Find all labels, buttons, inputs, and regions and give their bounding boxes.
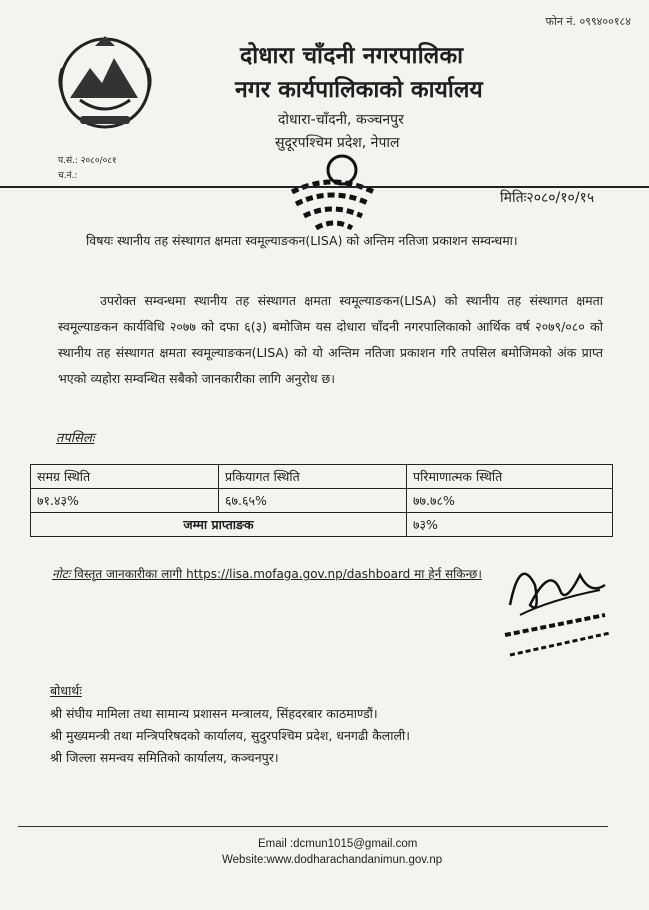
government-emblem bbox=[50, 28, 160, 138]
total-value: ७३% bbox=[407, 513, 613, 537]
office-seal-stamp bbox=[282, 152, 382, 238]
letter-subject: विषयः स्थानीय तह संस्थागत क्षमता स्वमूल्याङकन(LISA) को अन्तिम नतिजा प्रकाशन सम्वन्धमा। bbox=[86, 233, 518, 248]
address-line-2: सुदूरपश्चिम प्रदेश, नेपाल bbox=[275, 135, 400, 151]
municipality-name: दोधारा चाँदनी नगरपालिका bbox=[240, 43, 464, 69]
office-name: नगर कार्यपालिकाको कार्यालय bbox=[235, 77, 483, 103]
cc-line: श्री संघीय मामिला तथा सामान्य प्रशासन मन्त्रालय, सिंहदरबार काठमाण्डौं। bbox=[50, 706, 378, 721]
table-cell: ६७.६५% bbox=[219, 489, 407, 513]
table-header-cell: प्रकियागत स्थिति bbox=[219, 465, 407, 489]
phone-number: फोन नं. ०९९४००१८४ bbox=[545, 15, 631, 28]
note-text: विस्तृत जानकारीका लागी https://lisa.mofaga.gov.np/dashboard मा हेर्न सकिन्छ। bbox=[74, 567, 482, 581]
reference-number: प.सं.: २०८०/०८१ bbox=[58, 156, 117, 166]
letter-date: मितिः२०८०/१०/१५ bbox=[500, 190, 595, 206]
total-label: जम्मा प्राप्ताङक bbox=[31, 513, 407, 537]
footer-email: Email :dcmun1015@gmail.com bbox=[258, 838, 418, 850]
results-table bbox=[30, 464, 613, 537]
dispatch-number: च.नं.: bbox=[58, 171, 78, 181]
table-total-row bbox=[31, 513, 613, 537]
footer-divider bbox=[18, 826, 608, 827]
note-line bbox=[52, 565, 482, 582]
note-label: नोटः bbox=[52, 567, 71, 581]
table-header-cell: समग्र स्थिति bbox=[31, 465, 219, 489]
cc-line: श्री जिल्ला समन्वय समितिको कार्यालय, कञ्चनपुर। bbox=[50, 750, 279, 765]
footer-website: Website:www.dodharachandanimun.gov.np bbox=[222, 854, 443, 866]
table-cell: ७१.४३% bbox=[31, 489, 219, 513]
signature-stamp bbox=[490, 545, 620, 675]
cc-label: बोधार्थः bbox=[50, 683, 82, 698]
letter-body: उपरोक्त सम्वन्धमा स्थानीय तह संस्थागत क्षमता स्वमूल्याङकन(LISA) को स्थानीय तह संस्थागत क्षमता स्वमूल्याङकन कार्यविधि २०७७ को दफा ६(३) बमोजिम यस दोधारा चाँदनी नगरपालिकाको आर्थिक वर्ष २०७९/०८० को स्थानीय तह संस्थागत क्षमता स्वमूल्याङकन(LISA) को यो अन्तिम नतिजा प्रकाशन गरि तपसिल बमोजिमको अंक प्राप्त भएको व्यहोरा सम्वन्धित सबैको जानकारीका लागि अनुरोध छ। bbox=[58, 293, 603, 386]
cc-line: श्री मुख्यमन्त्री तथा मन्त्रिपरिषदको कार्यालय, सुदुरपश्चिम प्रदेश, धनगढी कैलाली। bbox=[50, 728, 410, 743]
address-line-1: दोधारा-चाँदनी, कञ्चनपुर bbox=[278, 112, 404, 128]
table-cell: ७७.७८% bbox=[407, 489, 613, 513]
table-header-cell: परिमाणात्मक स्थिति bbox=[407, 465, 613, 489]
details-label: तपसिलः bbox=[56, 431, 95, 446]
table-header-row bbox=[31, 465, 613, 489]
table-row bbox=[31, 489, 613, 513]
